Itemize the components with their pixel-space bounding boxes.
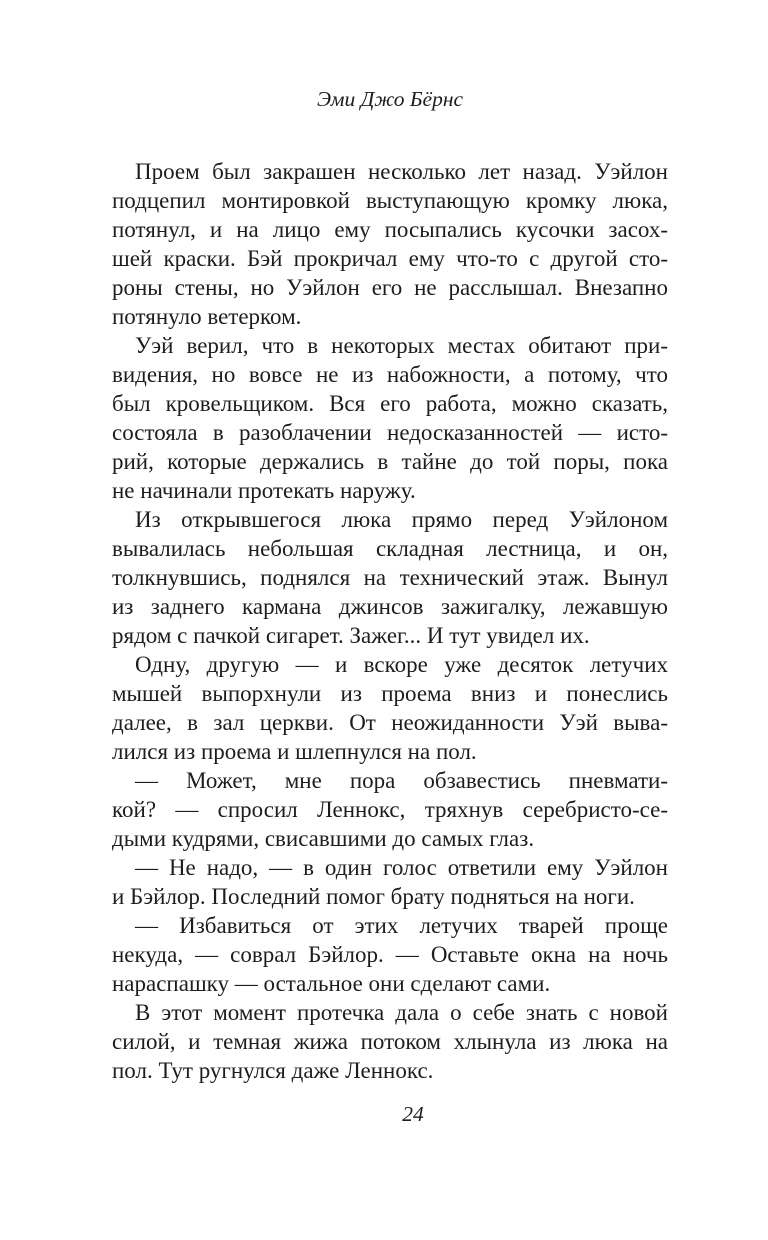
text-line: состояла в разоблачении недосказанностей — исто- — [112, 420, 668, 445]
text-line: Проем был закрашен несколько лет назад. Уэйлон — [135, 159, 668, 184]
text-line: — Может, мне пора обзавестись пневмати- — [135, 768, 668, 793]
text-line: пол. Тут ругнулся даже Леннокс. — [112, 1058, 434, 1083]
text-line: видения, но вовсе не из набожности, а потому, что — [112, 362, 668, 387]
paragraph — [112, 998, 668, 1085]
text-line: не начинали протекать наружу. — [112, 478, 416, 503]
text-line: Уэй верил, что в некоторых местах обитают при- — [135, 333, 668, 358]
text-line: дыми кудрями, свисавшими до самых глаз. — [112, 826, 535, 851]
text-line: далее, в зал церкви. От неожиданности Уэй выва- — [112, 710, 668, 735]
text-line: В этот момент протечка дала о себе знать с новой — [135, 1000, 668, 1025]
text-line: и Бэйлор. Последний помог брату подняться на ноги. — [112, 884, 635, 909]
text-line: — Не надо, — в один голос ответили ему Уэйлон — [135, 855, 668, 880]
text-line: Одну, другую — и вскоре уже десяток летучих — [135, 652, 668, 677]
text-line: был кровельщиком. Вся его работа, можно сказать, — [112, 391, 668, 416]
page-number-value: 24 — [402, 1102, 424, 1126]
paragraph-dialogue — [112, 911, 668, 998]
text-line: силой, и темная жижа потоком хлынула из люка на — [112, 1029, 668, 1054]
paragraph — [112, 650, 668, 766]
page-number — [112, 1100, 668, 1129]
text-line: вывалилась небольшая складная лестница, и он, — [112, 536, 668, 561]
text-line: кой? — спросил Леннокс, тряхнув серебристо-се- — [112, 797, 668, 822]
text-line: мышей выпорхнули из проема вниз и понеслись — [112, 681, 668, 706]
text-line: лился из проема и шлепнулся на пол. — [112, 739, 477, 764]
paragraph-dialogue — [112, 766, 668, 853]
text-line: шей краски. Бэй прокричал ему что-то с другой сто- — [112, 246, 668, 271]
paragraph — [112, 157, 668, 331]
text-line: потянул, и на лицо ему посыпались кусочки засох- — [112, 217, 668, 242]
text-line: некуда, — соврал Бэйлор. — Оставьте окна на ночь — [112, 942, 668, 967]
text-line: роны стены, но Уэйлон его не расслышал. Внезапно — [112, 275, 668, 300]
text-line: потянуло ветерком. — [112, 304, 302, 329]
text-line: рий, которые держались в тайне до той поры, пока — [112, 449, 668, 474]
text-line: толкнувшись, поднялся на технический этаж. Вынул — [112, 565, 668, 590]
paragraph — [112, 505, 668, 650]
text-line: нараспашку — остальное они сделают сами. — [112, 971, 551, 996]
paragraph-dialogue — [112, 853, 668, 911]
paragraph — [112, 331, 668, 505]
text-line: Из открывшегося люка прямо перед Уэйлоном — [135, 507, 668, 532]
body-text — [112, 157, 668, 1085]
text-line: рядом с пачкой сигарет. Зажег... И тут увидел их. — [112, 623, 590, 648]
text-line: — Избавиться от этих летучих тварей проще — [135, 913, 668, 938]
text-line: из заднего кармана джинсов зажигалку, лежавшую — [112, 594, 668, 619]
text-line: подцепил монтировкой выступающую кромку люка, — [112, 188, 668, 213]
running-header-author: Эми Джо Бёрнс — [316, 87, 464, 111]
